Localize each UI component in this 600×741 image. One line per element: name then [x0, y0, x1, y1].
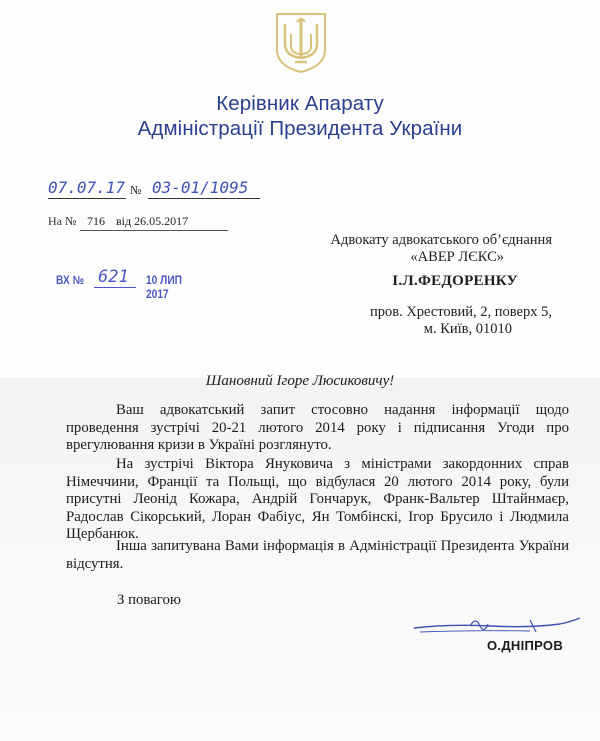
registration-number-underline	[148, 198, 260, 199]
addressee-line1: Адвокату адвокатського об’єднання	[330, 232, 552, 248]
registration-number-sign: №	[130, 183, 142, 197]
addressee-address1: пров. Хрестовий, 2, поверх 5,	[369, 304, 552, 320]
stamp-label: ВХ №	[56, 273, 84, 287]
paragraph: Ваш адвокатський запит стосовно надання інформації щодо проведення зустрічі 20-21 лютого 2014 року і підписання Угоди про врегулювання кризи в Україні розглянуто.	[66, 402, 569, 453]
registration-line	[48, 178, 258, 202]
addressee-address2: м. Київ, 01010	[423, 321, 512, 337]
closing: З повагою	[117, 592, 181, 608]
reference-number: 716	[87, 214, 105, 228]
handwritten-signature	[410, 612, 585, 640]
reference-underline	[80, 230, 228, 231]
incoming-stamp	[56, 267, 216, 301]
paragraph: Інша запитувана Вами інформація в Адміністрації Президента України відсутня.	[66, 538, 569, 572]
registration-date-underline	[48, 198, 126, 199]
stamp-number: 621	[98, 267, 129, 287]
stamp-date: 10 ЛИП 2017	[146, 273, 183, 301]
stamp-underline	[94, 287, 136, 288]
signer-name: О.ДНІПРОВ	[487, 638, 564, 653]
reference-date: від 26.05.2017	[116, 214, 189, 228]
registration-number: 03-01/1095	[152, 178, 249, 197]
registration-date: 07.07.17	[48, 178, 126, 197]
trident-emblem-icon	[273, 10, 329, 74]
header-title: Керівник Апарату	[216, 92, 384, 115]
reference-label: На №	[48, 214, 77, 228]
paragraph: На зустрічі Віктора Януковича з міністрами закордонних справ Німеччини, Франції та Польщі, що відбулася 20 лютого 2014 року, були присутні Леонід Кожара, Андрій Гончарук, Франк-Вальтер Штайнмаєр, Радослав Сікорський, Лоран Фабіус, Ян Томбінскі, Ігор Брусило і Людмила Щербанюк.	[66, 456, 569, 542]
header-subtitle: Адміністрації Президента України	[137, 117, 463, 140]
salutation: Шановний Ігоре Люсиковичу!	[205, 373, 395, 389]
addressee-name: І.Л.ФЕДОРЕНКУ	[392, 273, 518, 289]
addressee-line2: «АВЕР ЛЄКС»	[410, 249, 504, 265]
